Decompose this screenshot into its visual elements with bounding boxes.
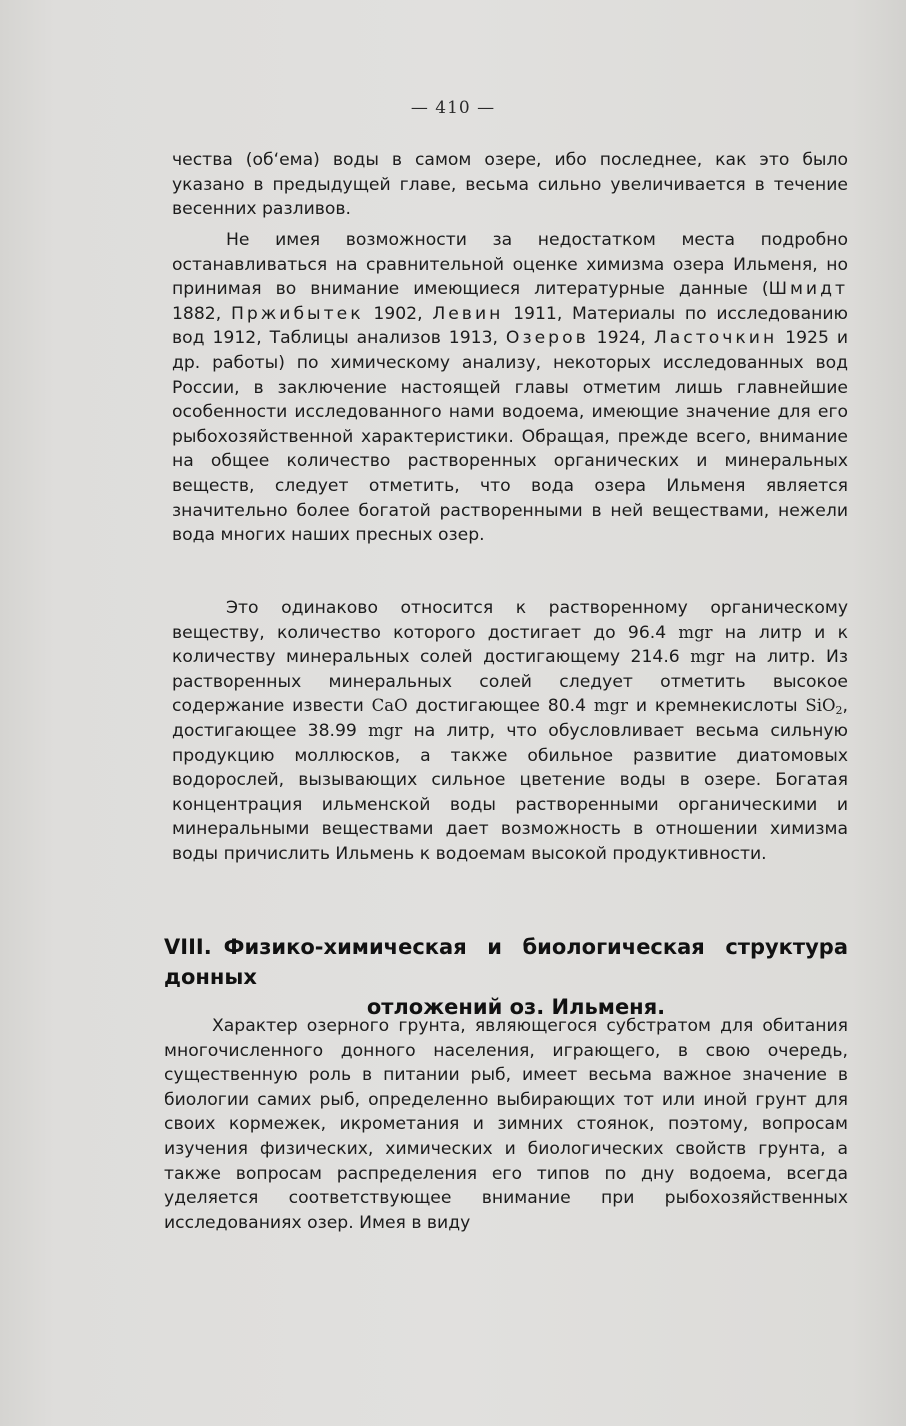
unit-mgr: mgr [593, 696, 628, 716]
unit-mgr: mgr [690, 647, 725, 667]
section-heading [164, 932, 848, 1022]
section-title-line2: отложений оз. Ильменя. [366, 995, 666, 1019]
section-number: VIII. [164, 935, 212, 959]
formula-sio2: SiO$_2$ [805, 696, 843, 718]
page-number: — 410 — [410, 98, 496, 118]
author-name: Левин [432, 303, 504, 324]
paragraph-dissolved-substances: Это одинаково относится к растворенному органическому веществу, количество которого достигает до 96.4 mgr на литр и к количеству минеральных солей достигающему 214.6 mgr на литр. Из растворенных минеральных солей следует отметить высокое содержание извести CaO достигающее 80.4 mgr и кремнекислоты SiO$_2$, достигающее 38.99 mgr на литр, что обусловливает весьма сильную продукцию моллюсков, а также обильное развитие диатомовых водорослей, вызывающих сильное цветение воды в озере. Богатая концентрация ильменской воды растворенными органическими и минеральными веществами дает возможность в отношении химизма воды причислить Ильмень к водоемам высокой продуктивности. [172, 598, 848, 864]
unit-mgr: mgr [368, 720, 403, 740]
author-name: Озеров [505, 328, 589, 349]
paragraph-chemistry-review: Не имея возможности за недостатком места подробно останавливаться на сравнительной оценке химизма озера Ильменя, но принимая во внимание имеющиеся литературные данные (Шмидт 1882, Пржибытек 1902, Левин 1911, Материалы по исследованию вод 1912, Таблицы анализов 1913, Озеров 1924, Ласточкин 1925 и др. работы) по химическому анализу, некоторых исследованных вод России, в заключение настоящей главы отметим лишь главнейшие особенности исследованного нами водоема, имеющие значение для его рыбохозяйственной характеристики. Обращая, прежде всего, внимание на общее количество растворенных органических и минеральных веществ, следует отметить, что вода озера Ильменя является значительно более богатой растворенными в ней веществами, нежели вода многих наших пресных озер. [172, 230, 848, 546]
unit-mgr: mgr [678, 622, 713, 642]
author-name: Ласточкин [653, 328, 778, 349]
paragraph-continuation: чества (об‘ема) воды в самом озере, ибо последнее, как это было указано в предыдущей главе, весьма сильно увеличивается в течение весенних разливов. [172, 150, 848, 220]
formula-cao: CaO [371, 696, 408, 716]
section-title-line1: Физико-химическая и биологическая структура донных [164, 935, 848, 989]
author-name: Пржибытек [230, 303, 364, 324]
author-name: Шмидт [768, 279, 848, 300]
paragraph-lake-ground: Характер озерного грунта, являющегося субстратом для обитания многочисленного донного населения, играющего, в свою очередь, существенную роль в питании рыб, имеет весьма важное значение в биологии самих рыб, определенно выбирающих тот или иной грунт для своих кормежек, икрометания и зимних стоянок, поэтому, вопросам изучения физических, химических и биологических свойств грунта, а также вопросам распределения его типов по дну водоема, всегда уделяется соответствующее внимание при рыбохозяйственных исследованиях озер. Имея в виду [164, 1016, 848, 1233]
